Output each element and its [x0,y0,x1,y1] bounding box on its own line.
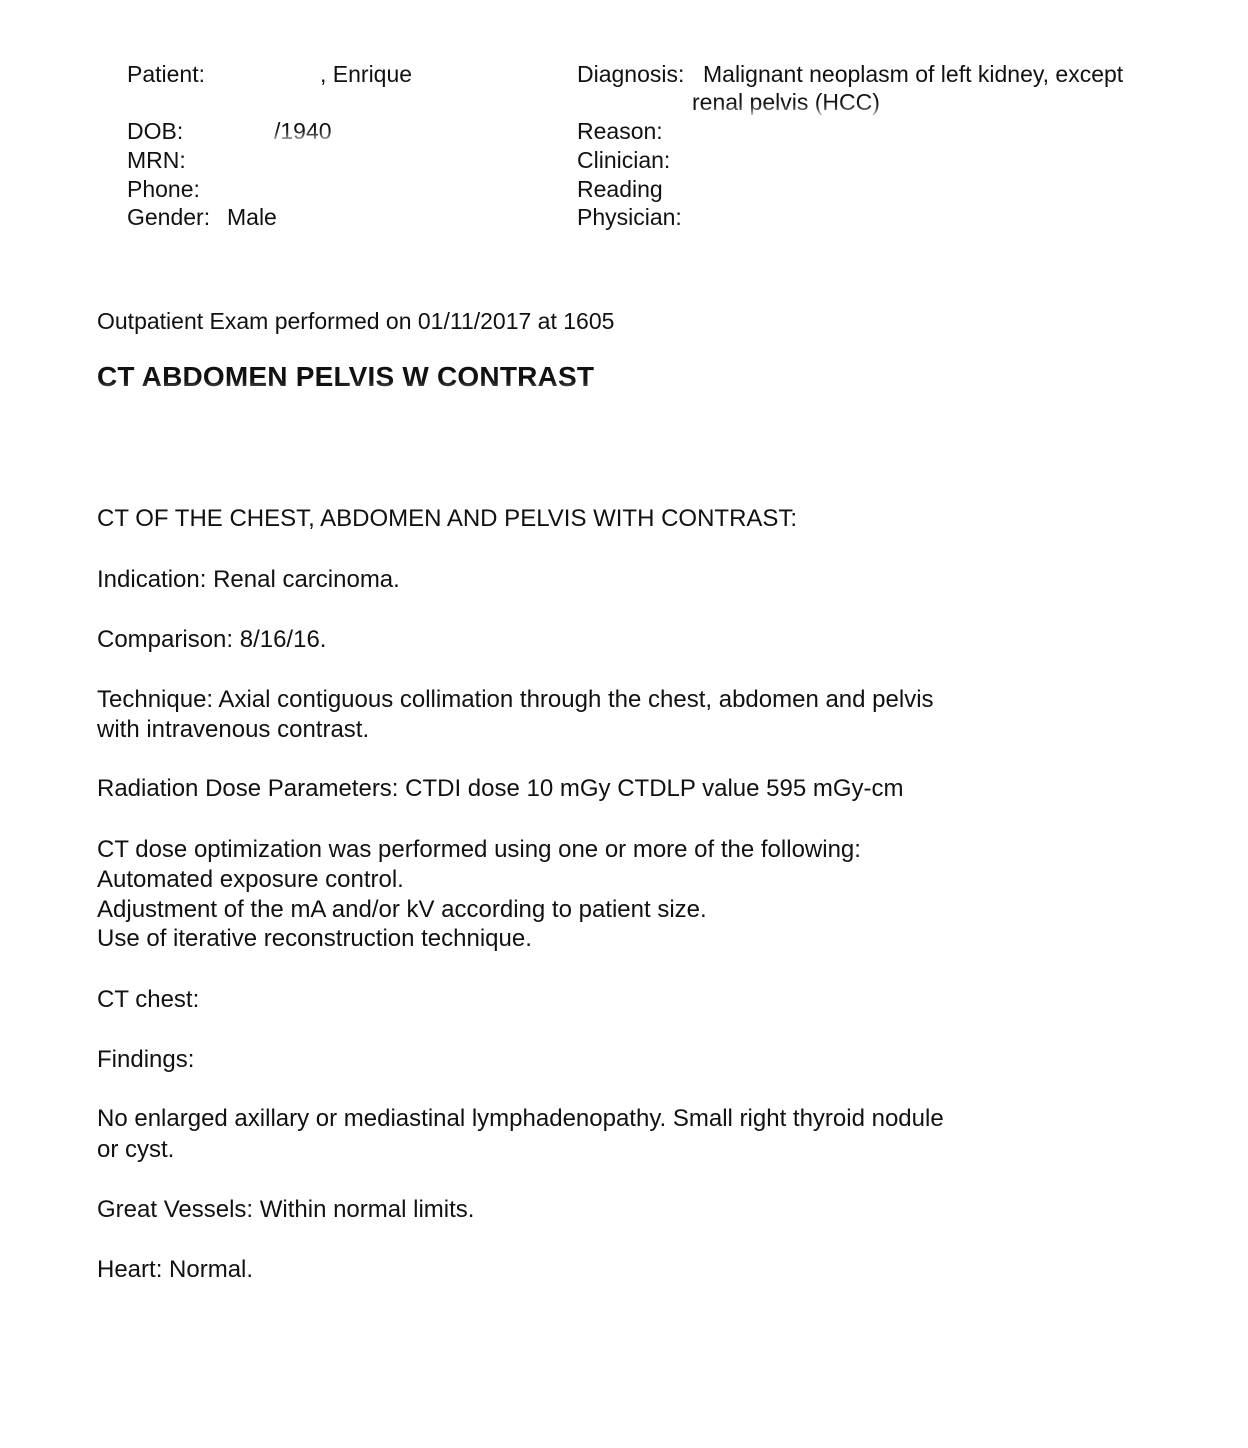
dob-label: DOB: [127,118,184,144]
technique-line-2: with intravenous contrast. [97,716,370,743]
patient-name: , Enrique [320,61,413,87]
findings-heading: Findings: [97,1046,195,1073]
diagnosis-line-2: renal pelvis (HCC) [692,89,880,115]
great-vessels: Great Vessels: Within normal limits. [97,1196,475,1223]
redacted-subtitle-left [90,398,290,428]
dose-optimization-line-4: Use of iterative reconstruction technique. [97,925,532,952]
comparison: Comparison: 8/16/16. [97,626,327,653]
lymph-nodes-line-2: or cyst. [97,1136,175,1163]
exam-performed: Outpatient Exam performed on 01/11/2017 at 1605 [97,308,615,334]
redacted-patient-extra [425,60,510,88]
heart: Heart: Normal. [97,1256,254,1283]
radiation-dose: Radiation Dose Parameters: CTDI dose 10 mGy CTDLP value 595 mGy-cm [97,775,904,802]
clinician-label: Clinician: [577,147,671,173]
diagnosis-label: Diagnosis: [577,61,685,87]
redacted-subtitle-right [340,398,740,434]
mrn-label: MRN: [127,147,186,173]
reason-label: Reason: [577,118,663,144]
phone-label: Phone: [127,176,200,202]
redacted-patient-surname [218,60,318,88]
redacted-phone [218,175,388,203]
lymph-nodes-line-1: No enlarged axillary or mediastinal lymphadenopathy. Small right thyroid nodule [97,1105,944,1132]
dose-optimization-line-2: Automated exposure control. [97,866,404,893]
gender-label: Gender: [127,204,211,230]
dose-optimization-line-1: CT dose optimization was performed using one or more of the following: [97,836,861,863]
diagnosis-line-1: Malignant neoplasm of left kidney, except [703,61,1124,87]
ct-chest-heading: CT chest: [97,986,200,1013]
dob-value: /1940 [274,118,332,144]
physician-label: Physician: [577,204,682,230]
dose-optimization-line-3: Adjustment of the mA and/or kV according to patient size. [97,896,707,923]
reading-label: Reading [577,176,663,202]
gender-value: Male [227,204,277,230]
report-heading: CT OF THE CHEST, ABDOMEN AND PELVIS WITH CONTRAST: [97,505,798,532]
technique-line-1: Technique: Axial contiguous collimation through the chest, abdomen and pelvis [97,686,934,713]
redacted-mrn [218,146,408,174]
redacted-dob-prefix [220,117,275,145]
redacted-physician-block [700,120,970,240]
indication: Indication: Renal carcinoma. [97,566,400,593]
patient-label: Patient: [127,61,205,87]
exam-title: CT ABDOMEN PELVIS W CONTRAST [97,361,595,392]
